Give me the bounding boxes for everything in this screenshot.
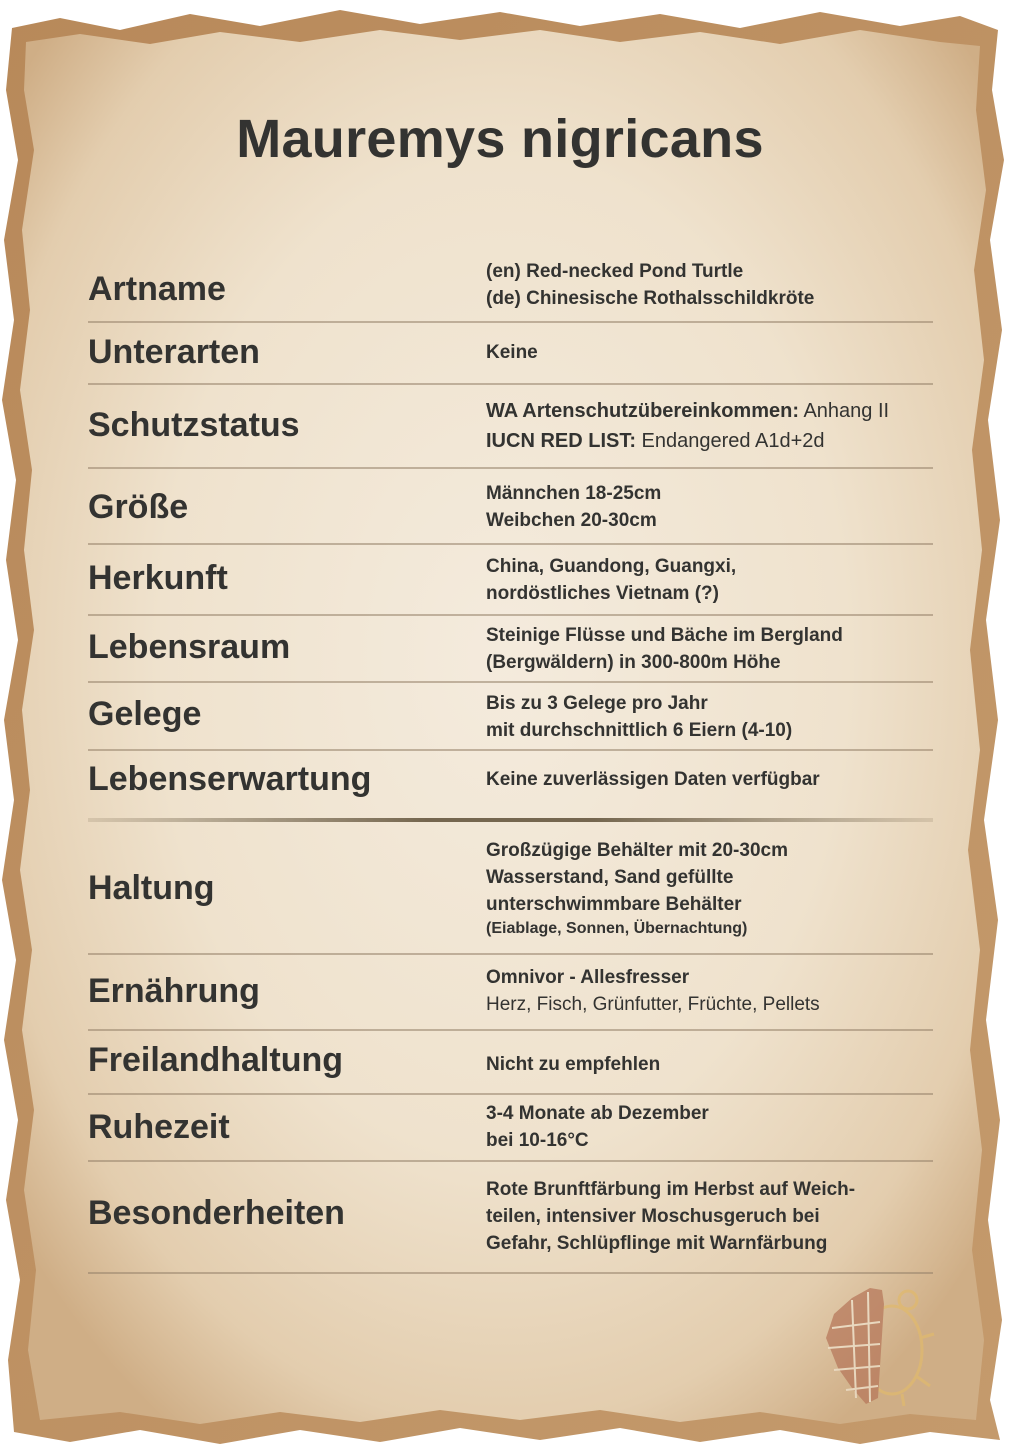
row-value bbox=[486, 766, 936, 793]
row-label: Größe bbox=[88, 488, 189, 526]
divider bbox=[88, 749, 933, 751]
row-label: Unterarten bbox=[88, 333, 260, 371]
value-line: Männchen 18-25cm bbox=[486, 483, 662, 504]
row-label: Lebenserwartung bbox=[88, 760, 372, 798]
row-label: Besonderheiten bbox=[88, 1194, 345, 1232]
value-line: mit durchschnittlich 6 Eiern (4-10) bbox=[486, 720, 793, 741]
row-label: Freilandhaltung bbox=[88, 1041, 343, 1079]
row-value bbox=[486, 837, 936, 940]
turtle-logo-icon bbox=[812, 1278, 942, 1408]
value-line: Rote Brunftfärbung im Herbst auf Weich- bbox=[486, 1179, 856, 1200]
value-line: bei 10-16°C bbox=[486, 1130, 589, 1151]
divider bbox=[88, 1093, 933, 1095]
value-line: Nicht zu empfehlen bbox=[486, 1054, 661, 1075]
value-line: Keine bbox=[486, 342, 538, 363]
value-line: Herz, Fisch, Grünfutter, Früchte, Pellets bbox=[486, 994, 820, 1015]
value-line: (en) Red-necked Pond Turtle bbox=[486, 261, 744, 282]
divider bbox=[88, 681, 933, 683]
section-divider bbox=[88, 818, 933, 822]
row-label: Schutzstatus bbox=[88, 406, 300, 444]
row-label: Lebensraum bbox=[88, 628, 291, 666]
row-label: Gelege bbox=[88, 695, 202, 733]
divider bbox=[88, 1029, 933, 1031]
value-bold: WA Artenschutzübereinkommen: bbox=[486, 400, 799, 422]
value-line: Steinige Flüsse und Bäche im Bergland bbox=[486, 625, 843, 646]
value-line bbox=[486, 396, 936, 426]
row-label: Herkunft bbox=[88, 559, 228, 597]
row-value bbox=[486, 258, 936, 312]
divider bbox=[88, 614, 933, 616]
row-value bbox=[486, 396, 936, 456]
row-label: Haltung bbox=[88, 869, 215, 907]
value-line: unterschwimmbare Behälter bbox=[486, 894, 742, 915]
row-value bbox=[486, 339, 936, 366]
row-value bbox=[486, 964, 936, 1018]
value-line: (Eiablage, Sonnen, Übernachtung) bbox=[486, 920, 748, 937]
divider bbox=[88, 467, 933, 469]
value-bold: IUCN RED LIST: bbox=[486, 430, 636, 452]
value-line: Omnivor - Allesfresser bbox=[486, 967, 690, 988]
row-value bbox=[486, 622, 936, 676]
row-label: Ernährung bbox=[88, 972, 260, 1010]
row-value bbox=[486, 1100, 936, 1154]
divider bbox=[88, 1160, 933, 1162]
value-line: nordöstliches Vietnam (?) bbox=[486, 583, 719, 604]
value-line: Keine zuverlässigen Daten verfügbar bbox=[486, 769, 820, 790]
value-line: (Bergwäldern) in 300-800m Höhe bbox=[486, 652, 781, 673]
row-value bbox=[486, 1176, 936, 1257]
row-label: Ruhezeit bbox=[88, 1108, 230, 1146]
divider bbox=[88, 383, 933, 385]
divider bbox=[88, 543, 933, 545]
value-line: Bis zu 3 Gelege pro Jahr bbox=[486, 693, 708, 714]
value-line: China, Guandong, Guangxi, bbox=[486, 556, 737, 577]
page-title: Mauremys nigricans bbox=[236, 109, 764, 169]
value-rest: Endangered A1d+2d bbox=[636, 430, 825, 452]
value-line: teilen, intensiver Moschusgeruch bei bbox=[486, 1206, 820, 1227]
value-line: (de) Chinesische Rothalsschildkröte bbox=[486, 288, 815, 309]
value-line: Großzügige Behälter mit 20-30cm bbox=[486, 840, 788, 861]
divider bbox=[88, 953, 933, 955]
divider bbox=[88, 321, 933, 323]
row-value bbox=[486, 1051, 936, 1078]
value-line: Weibchen 20-30cm bbox=[486, 510, 657, 531]
row-value bbox=[486, 480, 936, 534]
divider bbox=[88, 1272, 933, 1274]
value-line bbox=[486, 426, 936, 456]
row-label: Artname bbox=[88, 270, 226, 308]
value-line: 3-4 Monate ab Dezember bbox=[486, 1103, 709, 1124]
value-rest: Anhang II bbox=[799, 400, 890, 422]
row-value bbox=[486, 553, 936, 607]
value-line: Wasserstand, Sand gefüllte bbox=[486, 867, 734, 888]
row-value bbox=[486, 690, 936, 744]
value-line: Gefahr, Schlüpflinge mit Warnfärbung bbox=[486, 1233, 828, 1254]
